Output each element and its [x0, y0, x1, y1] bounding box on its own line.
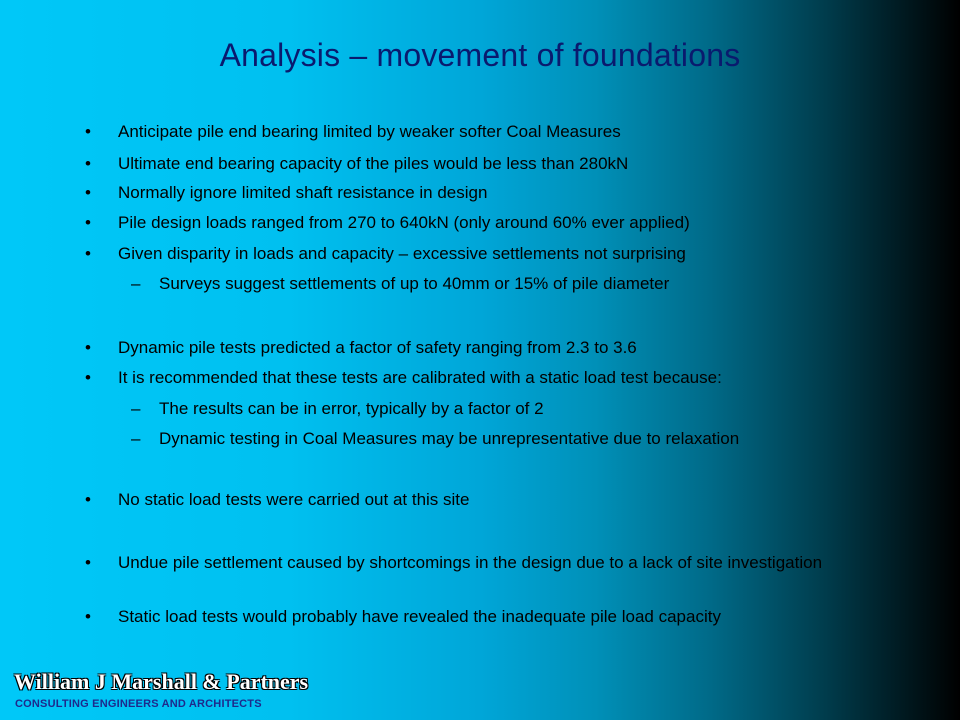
bullet-marker: •	[85, 490, 91, 509]
bullet-text: Pile design loads ranged from 270 to 640kN (only around 60% ever applied)	[118, 213, 690, 232]
bullet-marker: •	[85, 368, 91, 387]
bullet-text: Undue pile settlement caused by shortcomings in the design due to a lack of site investigation	[118, 553, 823, 572]
bullet-text: Dynamic pile tests predicted a factor of safety ranging from 2.3 to 3.6	[118, 338, 637, 357]
bullet-marker: •	[85, 244, 91, 263]
bullet-marker: •	[85, 154, 91, 173]
bullet-marker: •	[85, 553, 91, 572]
bullet-marker: •	[85, 183, 91, 202]
sub-bullet-text: The results can be in error, typically by a factor of 2	[159, 399, 544, 418]
bullet-text: Anticipate pile end bearing limited by weaker softer Coal Measures	[118, 122, 621, 141]
bullet-marker: •	[85, 607, 91, 626]
sub-bullet-text: Surveys suggest settlements of up to 40mm or 15% of pile diameter	[159, 274, 670, 293]
sub-bullet-marker: –	[131, 429, 141, 448]
bullet-text: Ultimate end bearing capacity of the piles would be less than 280kN	[118, 154, 629, 173]
bullet-text: No static load tests were carried out at this site	[118, 490, 470, 509]
bullet-text: Normally ignore limited shaft resistance in design	[118, 183, 488, 202]
bullet-text: It is recommended that these tests are calibrated with a static load test because:	[118, 368, 722, 387]
sub-bullet-marker: –	[131, 274, 141, 293]
bullet-marker: •	[85, 122, 91, 141]
bullet-text: Given disparity in loads and capacity – excessive settlements not surprising	[118, 244, 686, 263]
bullet-marker: •	[85, 213, 91, 232]
slide-title: Analysis – movement of foundations	[219, 37, 741, 73]
bullet-text: Static load tests would probably have revealed the inadequate pile load capacity	[118, 607, 721, 626]
sub-bullet-marker: –	[131, 399, 141, 418]
company-tagline: CONSULTING ENGINEERS AND ARCHITECTS	[15, 698, 262, 710]
bullet-marker: •	[85, 338, 91, 357]
company-logo-name: William J Marshall & Partners	[14, 669, 309, 694]
sub-bullet-text: Dynamic testing in Coal Measures may be unrepresentative due to relaxation	[159, 429, 740, 448]
